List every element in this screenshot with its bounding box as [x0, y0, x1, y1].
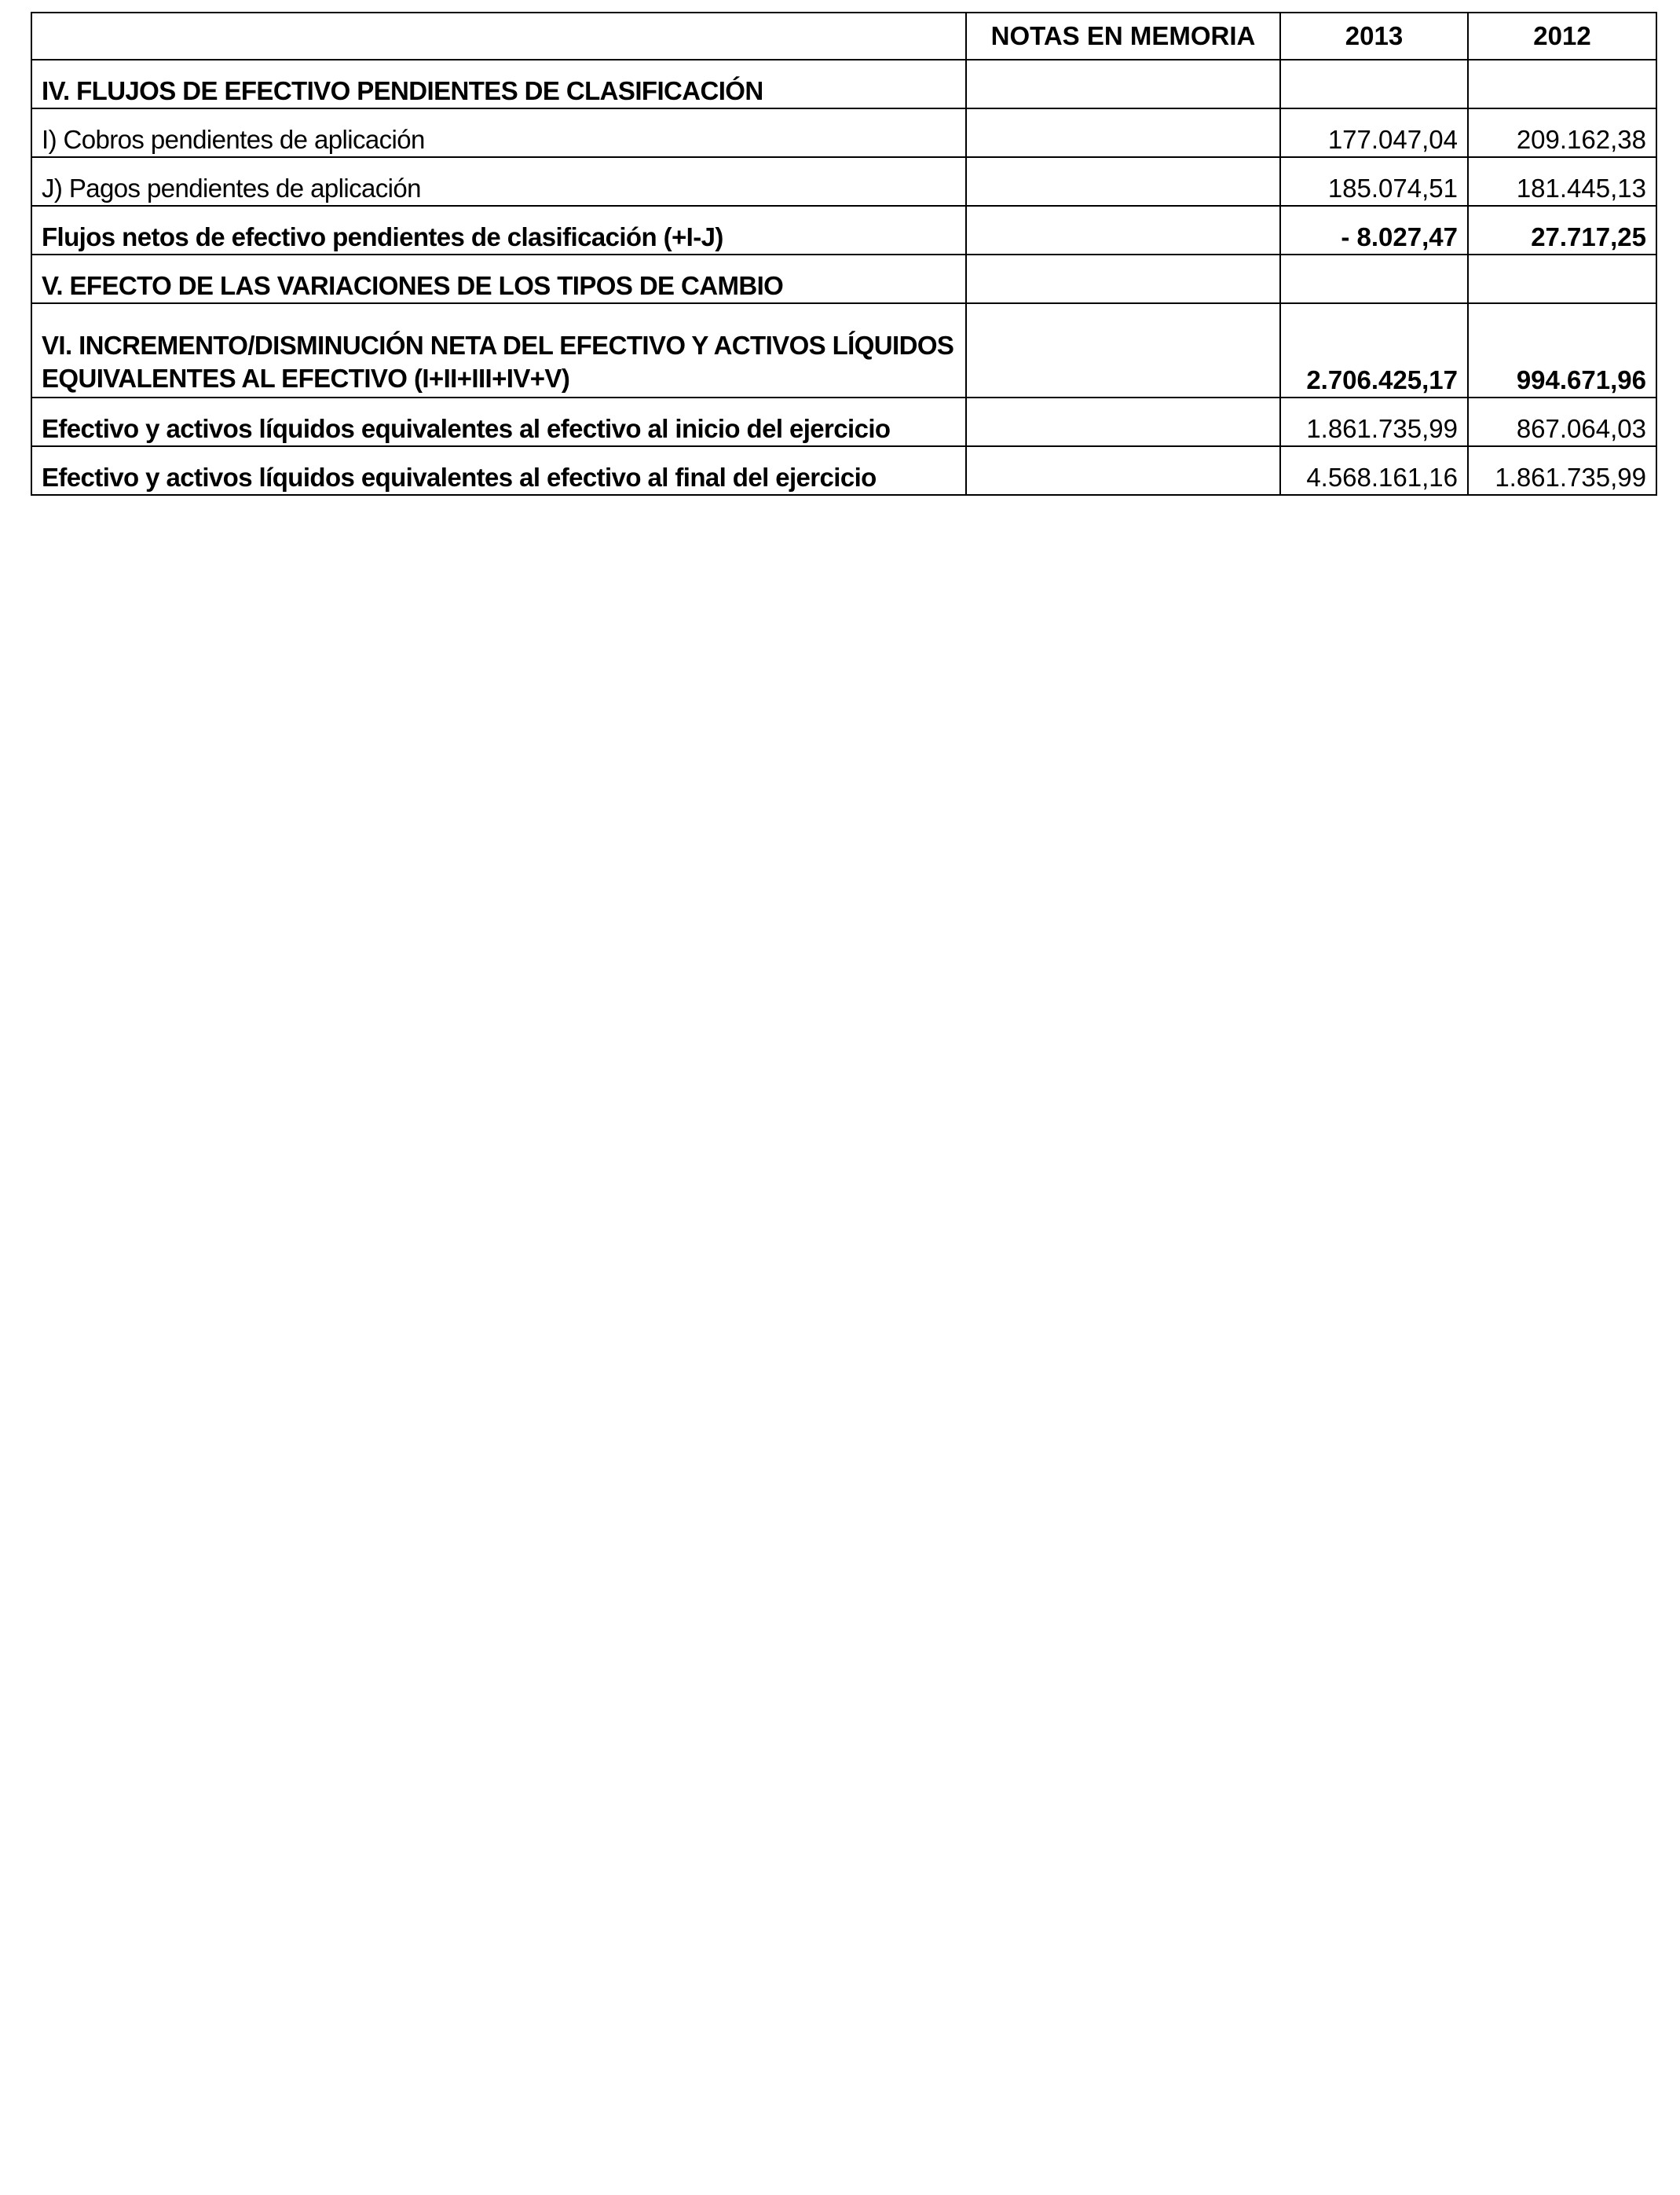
- row-value-2012: 1.861.735,99: [1468, 446, 1656, 495]
- row-value-2013: 4.568.161,16: [1280, 446, 1468, 495]
- row-notes: [966, 206, 1280, 255]
- row-value-2013: [1280, 255, 1468, 303]
- row-label: IV. FLUJOS DE EFECTIVO PENDIENTES DE CLASIFICACIÓN: [31, 60, 966, 108]
- table-row: [31, 398, 1656, 446]
- header-year-2012: 2012: [1468, 13, 1656, 60]
- row-label: J) Pagos pendientes de aplicación: [31, 157, 966, 206]
- header-year-2013: 2013: [1280, 13, 1468, 60]
- table-row: [31, 255, 1656, 303]
- cash-flow-table: [31, 12, 1657, 496]
- row-value-2012: 867.064,03: [1468, 398, 1656, 446]
- row-value-2013: 2.706.425,17: [1280, 303, 1468, 398]
- row-value-2012: 209.162,38: [1468, 108, 1656, 157]
- table-row: [31, 303, 1656, 398]
- row-value-2012: [1468, 255, 1656, 303]
- row-label: V. EFECTO DE LAS VARIACIONES DE LOS TIPOS DE CAMBIO: [31, 255, 966, 303]
- header-concept: [31, 13, 966, 60]
- row-notes: [966, 157, 1280, 206]
- row-value-2013: - 8.027,47: [1280, 206, 1468, 255]
- row-notes: [966, 398, 1280, 446]
- row-label-line-2: EQUIVALENTES AL EFECTIVO (I+II+III+IV+V): [42, 364, 570, 393]
- row-label-line-1: VI. INCREMENTO/DISMINUCIÓN NETA DEL EFECTIVO Y ACTIVOS LÍQUIDOS: [42, 331, 954, 360]
- table-row: [31, 108, 1656, 157]
- row-notes: [966, 446, 1280, 495]
- row-notes: [966, 60, 1280, 108]
- row-notes: [966, 255, 1280, 303]
- header-row: [31, 13, 1656, 60]
- table-row: [31, 206, 1656, 255]
- row-label: Efectivo y activos líquidos equivalentes al efectivo al final del ejercicio: [31, 446, 966, 495]
- row-value-2012: 27.717,25: [1468, 206, 1656, 255]
- row-value-2012: [1468, 60, 1656, 108]
- row-label: Flujos netos de efectivo pendientes de clasificación (+I-J): [31, 206, 966, 255]
- table-row: [31, 60, 1656, 108]
- row-value-2013: [1280, 60, 1468, 108]
- row-notes: [966, 303, 1280, 398]
- row-value-2012: 181.445,13: [1468, 157, 1656, 206]
- row-notes: [966, 108, 1280, 157]
- table-row: [31, 157, 1656, 206]
- row-label: I) Cobros pendientes de aplicación: [31, 108, 966, 157]
- row-label: Efectivo y activos líquidos equivalentes al efectivo al inicio del ejercicio: [31, 398, 966, 446]
- row-value-2013: 177.047,04: [1280, 108, 1468, 157]
- row-label: [31, 303, 966, 398]
- header-notes: NOTAS EN MEMORIA: [966, 13, 1280, 60]
- row-value-2013: 185.074,51: [1280, 157, 1468, 206]
- row-value-2012: 994.671,96: [1468, 303, 1656, 398]
- table-row: [31, 446, 1656, 495]
- row-value-2013: 1.861.735,99: [1280, 398, 1468, 446]
